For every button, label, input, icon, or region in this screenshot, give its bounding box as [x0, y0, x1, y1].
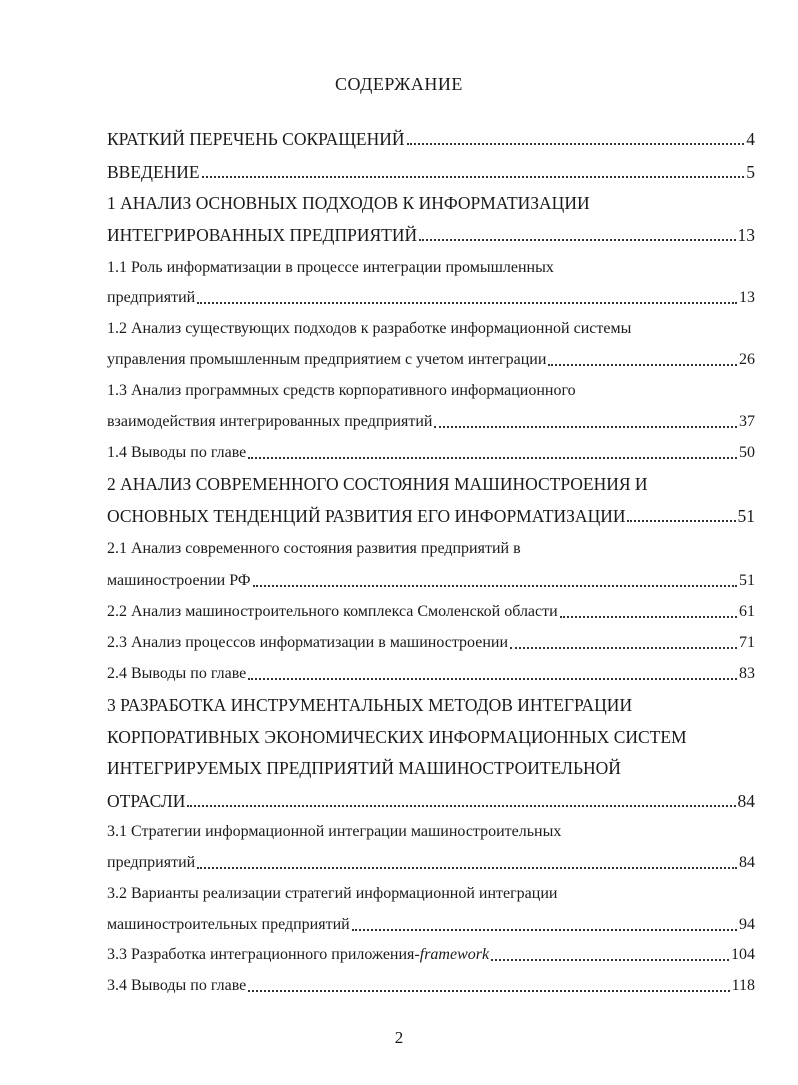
toc-entry-page: 37	[739, 413, 755, 430]
toc-entry	[107, 663, 755, 685]
toc-entry-page: 94	[739, 916, 755, 933]
toc-leader	[197, 301, 737, 304]
toc-entry-text: 2.1 Анализ современного состояния развития предприятий в	[107, 540, 521, 557]
toc-entry-text: 1.4 Выводы по главе	[107, 444, 247, 461]
toc-entry	[107, 632, 755, 654]
toc-entry	[107, 883, 755, 905]
toc-entry	[107, 975, 755, 997]
toc-entry-text: ОТРАСЛИ	[107, 791, 186, 811]
toc-leader	[197, 866, 737, 869]
toc-entry	[107, 380, 755, 402]
toc-entry	[107, 257, 755, 279]
toc-entry-page: 104	[731, 946, 755, 963]
toc-entry-text: управления промышленным предприятием с учетом интеграции	[107, 351, 547, 368]
toc-entry-page: 51	[739, 572, 755, 589]
toc-entry-page: 83	[739, 665, 755, 682]
toc-entry-text: 2 АНАЛИЗ СОВРЕМЕННОГО СОСТОЯНИЯ МАШИНОСТРОЕНИЯ И	[107, 474, 648, 494]
toc-entry-page: 13	[739, 289, 755, 306]
toc-leader	[253, 584, 738, 587]
toc-entry	[107, 694, 755, 716]
toc-entry-text: КРАТКИЙ ПЕРЕЧЕНЬ СОКРАЩЕНИЙ	[107, 129, 405, 149]
toc-entry-page: 4	[746, 129, 755, 149]
toc-entry-text: машиностроении РФ	[107, 572, 251, 589]
toc-entry-text: КОРПОРАТИВНЫХ ЭКОНОМИЧЕСКИХ ИНФОРМАЦИОННЫХ СИСТЕМ	[107, 727, 687, 747]
toc-entry	[107, 944, 755, 966]
toc-entry-text: предприятий	[107, 289, 196, 306]
toc-entry-text: ИНТЕГРИРУЕМЫХ ПРЕДПРИЯТИЙ МАШИНОСТРОИТЕЛЬНОЙ	[107, 758, 621, 778]
toc-entry	[107, 161, 755, 183]
toc-entry-text: ОСНОВНЫХ ТЕНДЕНЦИЙ РАЗВИТИЯ ЕГО ИНФОРМАТИЗАЦИИ	[107, 506, 626, 526]
toc-entry-text: 1.2 Анализ существующих подходов к разработке информационной системы	[107, 320, 632, 337]
toc-leader	[510, 646, 737, 649]
toc-entry	[107, 411, 755, 433]
toc-entry	[107, 224, 755, 246]
toc-entry-text: 3.1 Стратегии информационной интеграции машиностроительных	[107, 823, 562, 840]
toc-entry	[107, 538, 755, 560]
toc-entry	[107, 914, 755, 936]
toc-entry-text: 3 РАЗРАБОТКА ИНСТРУМЕНТАЛЬНЫХ МЕТОДОВ ИНТЕГРАЦИИ	[107, 695, 633, 715]
toc-entry-text: 1.1 Роль информатизации в процессе интеграции промышленных	[107, 259, 554, 276]
toc-entry-text: 2.2 Анализ машиностроительного комплекса Смоленской области	[107, 603, 558, 620]
toc-entry	[107, 757, 755, 779]
toc-entry	[107, 505, 755, 527]
toc-entry-page: 51	[737, 506, 755, 526]
toc-entry-text-main: 3.3 Разработка интеграционного приложения-	[107, 946, 420, 963]
toc-entry	[107, 318, 755, 340]
toc-entry-text: ИНТЕГРИРОВАННЫХ ПРЕДПРИЯТИЙ	[107, 225, 418, 245]
toc-entry-page: 5	[746, 162, 755, 182]
toc-leader	[248, 989, 729, 992]
toc-leader	[560, 615, 737, 618]
toc-entry-text: 2.4 Выводы по главе	[107, 665, 247, 682]
toc-entry-text: 2.3 Анализ процессов информатизации в машиностроении	[107, 634, 509, 651]
toc-title: СОДЕРЖАНИЕ	[335, 74, 463, 94]
toc-leader	[434, 425, 737, 428]
toc-entry-text: предприятий	[107, 854, 196, 871]
toc-entry-page: 61	[739, 603, 755, 620]
toc-entry-text: взаимодействия интегрированных предприятий	[107, 413, 433, 430]
toc-leader	[548, 363, 737, 366]
toc-entry-text: 1 АНАЛИЗ ОСНОВНЫХ ПОДХОДОВ К ИНФОРМАТИЗАЦИИ	[107, 193, 590, 213]
toc-leader	[248, 677, 737, 680]
toc-entry	[107, 349, 755, 371]
page-number: 2	[394, 1028, 404, 1047]
toc-entry	[107, 473, 755, 495]
toc-entry-page: 71	[739, 634, 755, 651]
toc-entry-page: 118	[731, 977, 755, 994]
toc-entry-page: 13	[737, 225, 755, 245]
toc-entry	[107, 852, 755, 874]
toc-entry	[107, 726, 755, 748]
toc-entry-text: 1.3 Анализ программных средств корпоративного информационного	[107, 382, 576, 399]
toc-entry	[107, 442, 755, 464]
toc-entry	[107, 192, 755, 214]
toc-entry	[107, 570, 755, 592]
toc-entry	[107, 790, 755, 812]
toc-entry	[107, 287, 755, 309]
toc-entry-text	[107, 944, 489, 966]
toc-entry-text: 3.2 Варианты реализации стратегий информационной интеграции	[107, 885, 558, 902]
toc-entry-page: 26	[739, 351, 755, 368]
toc-leader	[419, 238, 735, 241]
toc-leader	[202, 175, 745, 178]
toc-entry-text: ВВЕДЕНИЕ	[107, 162, 200, 182]
toc-entry	[107, 601, 755, 623]
toc-leader	[627, 519, 735, 522]
toc-entry-text-italic: framework	[419, 946, 490, 963]
toc-entry-text: машиностроительных предприятий	[107, 916, 350, 933]
toc-leader	[248, 456, 737, 459]
toc-entry-page: 84	[737, 791, 755, 811]
toc-entry-page: 84	[739, 854, 755, 871]
toc-entry-text: 3.4 Выводы по главе	[107, 977, 247, 994]
toc-leader	[491, 958, 729, 961]
toc-leader	[407, 142, 745, 145]
toc-entry	[107, 128, 755, 150]
toc-entry-page: 50	[739, 444, 755, 461]
toc-entry	[107, 821, 755, 843]
toc-leader	[352, 928, 737, 931]
toc-leader	[187, 804, 735, 807]
